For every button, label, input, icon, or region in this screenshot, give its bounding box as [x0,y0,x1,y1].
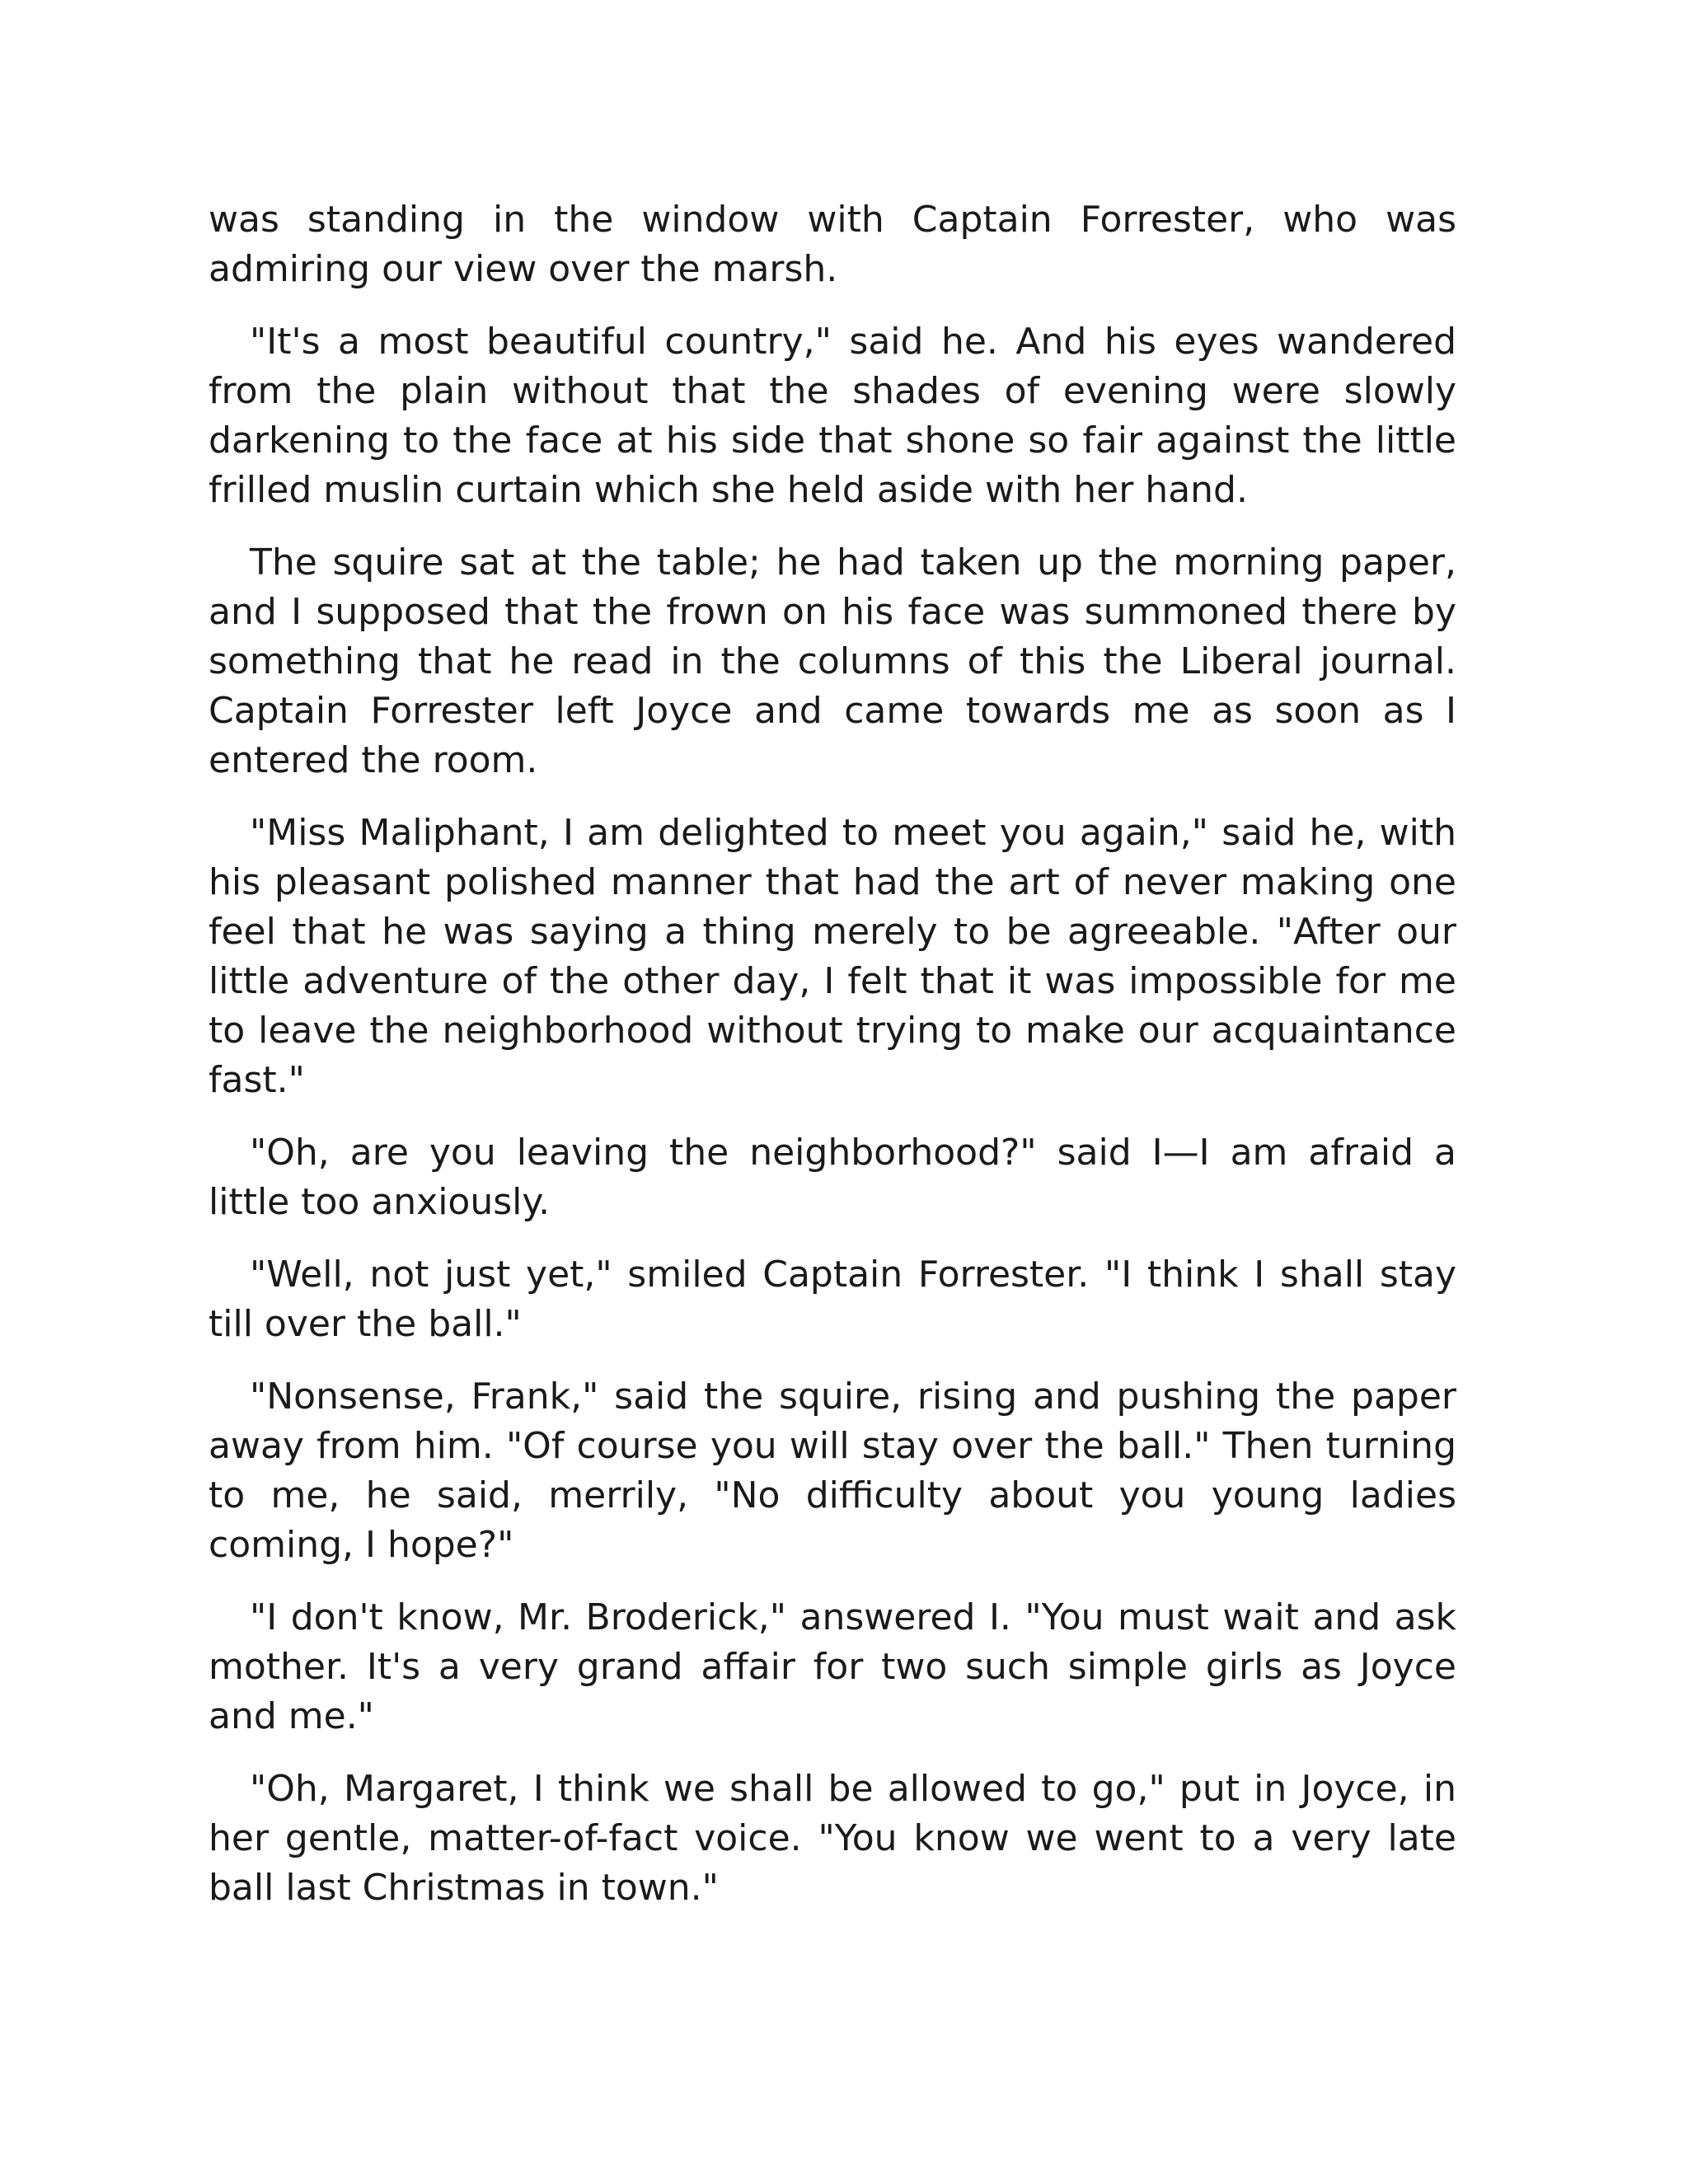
paragraph-4: "Miss Maliphant, I am delighted to meet you again," said he, with his pleasant polished manner that had the art of never making one feel that he was saying a thing merely to be agreeable. "After our little adventure of the other day, I felt that it was impossible for me to leave the neighborhood without trying to make our acquaintance fast." [209,812,1456,1101]
paragraph-3: The squire sat at the table; he had taken up the morning paper, and I supposed that the frown on his face was summoned there by something that he read in the columns of this the Liberal journal. Captain Forrester left Joyce and came towards me as soon as I entered the room. [209,541,1456,781]
paragraph-2: "It's a most beautiful country," said he. And his eyes wandered from the plain without that the shades of evening were slowly darkening to the face at his side that shone so fair against the little frilled muslin curtain which she held aside with her hand. [209,321,1456,511]
paragraph-5: "Oh, are you leaving the neighborhood?" said I—I am afraid a little too anxiously. [209,1132,1456,1223]
paragraph-6: "Well, not just yet," smiled Captain Forrester. "I think I shall stay till over the ball." [209,1254,1456,1345]
paragraph-7: "Nonsense, Frank," said the squire, rising and pushing the paper away from him. "Of course you will stay over the ball." Then turning to me, he said, merrily, "No difficulty about you young ladies coming, I hope?" [209,1376,1456,1566]
paragraph-8: "I don't know, Mr. Broderick," answered I. "You must wait and ask mother. It's a very grand affair for two such simple girls as Joyce and me." [209,1596,1456,1737]
paragraph-9: "Oh, Margaret, I think we shall be allowed to go," put in Joyce, in her gentle, matter-of-fact voice. "You know we went to a very late ball last Christmas in town." [209,1768,1456,1909]
paragraph-1: was standing in the window with Captain Forrester, who was admiring our view over the marsh. [209,199,1456,290]
page-body [209,195,1456,1936]
